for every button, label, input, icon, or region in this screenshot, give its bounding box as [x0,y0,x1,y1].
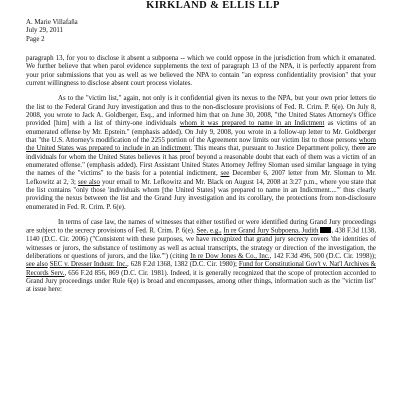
letter-body [26,55,376,295]
p3-text-c: , 142 F.3d 496, 500 (D.C. Cir. 1998)); [269,252,376,260]
p2-text-c: . This means that, pursuant to Justice Department policy, there are individuals for whom the United States believes it has proof beyond a reasonable doubt that each of them was a victim of an enumerated offense." (emphasis added). First Assistant United States Attorney Jeffrey Sloman used similar language in tying the names of the "victims" to the basis for a potential indictment, [26,145,376,178]
recipient-name: A. Marie Villafaña [26,19,78,26]
p2-emphasis-1: whom it was prepared to name in an Indictment [179,120,325,128]
paragraph-1: paragraph 13, for you to disclose it absent a subpoena -- which we could oppose in the jurisdiction from which it emanated. We further believe that when parol evidence supplements the text of paragraph 13 of the NPA, it is perfectly apparent from your prior submissions that you as well as we believed the NPA to contain "an express confidentiality provision" that your current willingness to disclose absent court process violates. [26,54,376,87]
p2-see-signal: see [220,170,230,178]
p3-text-e: , 656 F.2d 856, 869 (D.C. Cir. 1981). Indeed, it is generally recognized that the scope of protection accorded to Grand Jury proceedings under Rule 6(e) is broad and encompasses, among other things, information such as the "victim list" at issue here: [26,269,376,294]
p3-case-3: SEC v. Dresser Industr. Inc. [49,261,128,269]
p3-text-b: 438 F.3d 1138, 1140 (D.C. Cir. 2006) ("Consistent with these purposes, we have recognized that grand jury secrecy covers 'the identities of witnesses or jurors, the substance of testimony as well as actual transcripts, the strategy or direction of the investigation, the deliberations or questions of jurors, and the like.'") (citing [26,227,376,260]
p3-case-1: In re Grand Jury Subpoena, Judith [223,227,319,235]
letterhead-firm-name: KIRKLAND & ELLIS LLP [146,0,280,11]
p2-see-also-signal: see also [77,178,100,186]
p3-see-also-signal: see also [26,261,48,269]
paragraph-2 [26,95,376,212]
p3-case-4: Fund for Constitutional Gov't v. Nat'l Archives & Records Serv. [26,261,376,277]
p3-see-signal: See, e.g., [196,227,222,235]
page-number: Page 2 [26,35,45,43]
p2-text-a: As to the "victim list," again, not only is it confidential given its nexus to the NPA, but your own prior letters tie the list to the Federal Grand Jury investigation and thus to the non-disclosure provisions of Fed. R. Crim. P. 6(e). On July 8, 2008, you wrote to Jack A. Goldberger, Esq., and informed him that on June 30, 2008, "the United States Attorney's Office provided [him] with a list of thirty-one individuals [26,95,376,128]
p3-case-2: In re Dow Jones & Co., Inc. [190,252,270,260]
p2-emphasis-2: whom the United States was prepared to include in an indictment [26,136,376,153]
p2-text-b: as victims of an enumerated offense by Mr. Epstein." (emphasis added). On July 9, 2008, you wrote in a follow-up letter to Mr. Goldberger that "the U.S. Attorney's modification of the 2255 portion of the Agreement now limits our victim list to those persons [26,120,376,144]
p2-text-d: December 6, 2007 letter from Mr. Sloman to Mr. Lefkowitz at 2, 3; [26,170,376,186]
p2-text-e: your email to Mr. Lefkowitz and Mr. Black on August 14, 2008 at 3:27 p.m., where you state that the list contains "only those 'individuals whom [the United States] was prepared to name in an Indictment....'" thus clearly providing the nexus between the list and the Grand Jury investigation and its corollary, the protections from non-disclosure enumerated in Fed. R. Crim. P. 6(e). [26,178,377,211]
letter-date: July 29, 2011 [26,27,64,35]
redaction-bar [320,227,331,233]
paragraph-3: In terms of case law, the names of witnesses that either testified or were identified during Grand Jury proceedings are subject to the secrecy provisions of Fed. R. Crim. P. 6(e). See, e.g., In re Grand Jury Subpoena, Judith , 438 F.3d 1138, 1140 (D.C. Cir. 2006) ("Consistent with these purposes, we have recognized that grand jury secrecy covers 'the identities of witnesses or jurors, the substance of testimony as well as actual transcripts, the strategy or direction of the investigation, the deliberations or questions of jurors, and the like.'") (citing In re Dow Jones & Co., Inc., 142 F.3d 496, 500 (D.C. Cir. 1998)); see also SEC v. Dresser Industr. Inc., 628 F.2d 1368, 1382 (D.C. Cir. 1980); Fund for Constitutional Gov't v. Nat'l Archives & Records Serv., 656 F.2d 856, 869 (D.C. Cir. 1981). Indeed, it is generally recognized that the scope of protection accorded to Grand Jury proceedings under Rule 6(e) is broad and encompasses, among other things, information such as the "victim list" at issue here: [26,219,376,294]
letter-meta [26,19,400,44]
p3-text-a: In terms of case law, the names of witnesses that either testified or were identified during Grand Jury proceedings are subject to the secrecy provisions of Fed. R. Crim. P. 6(e). [26,219,376,235]
p3-text-d: , 628 F.2d 1368, 1382 (D.C. Cir. 1980); [127,261,239,269]
